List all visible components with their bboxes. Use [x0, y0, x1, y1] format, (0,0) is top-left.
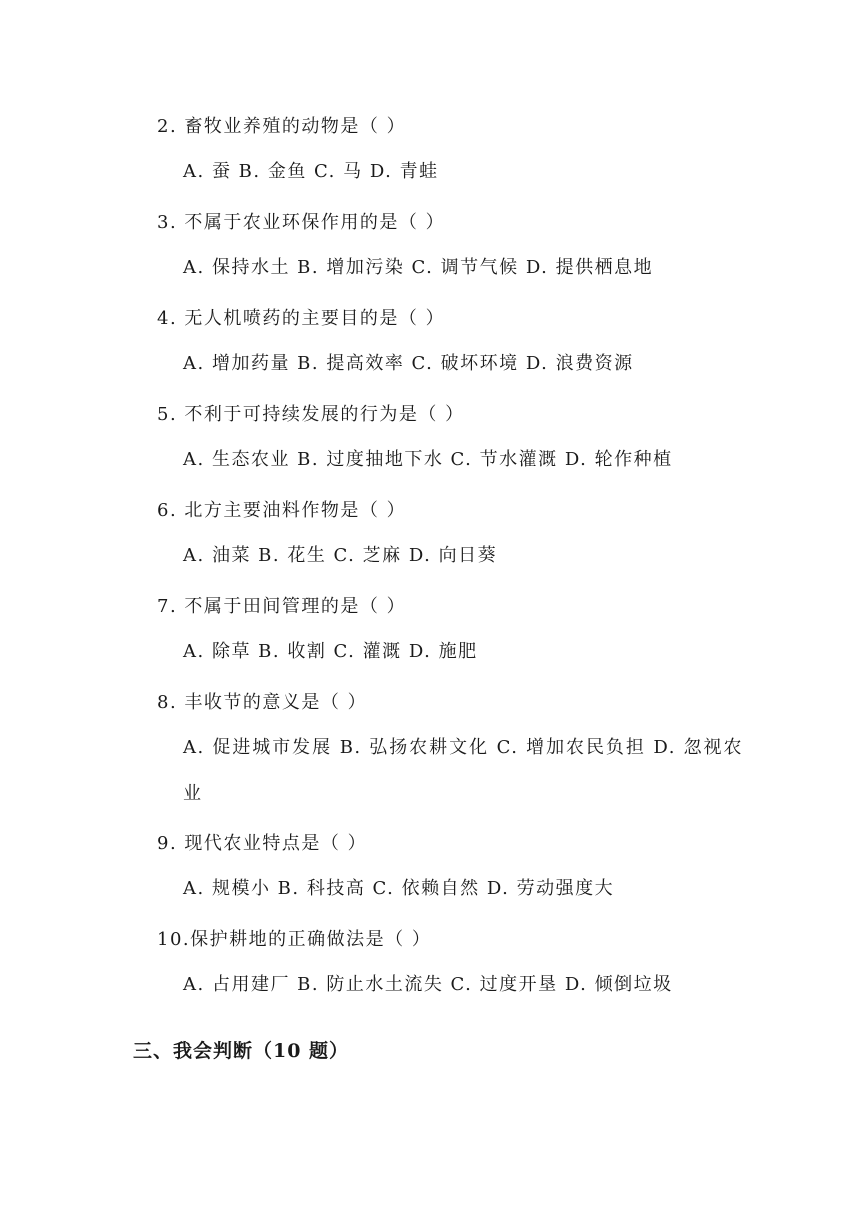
question-2-stem: 2. 畜牧业养殖的动物是（ ）	[157, 116, 407, 137]
question-3-options: A. 保持水土 B. 增加污染 C. 调节气候 D. 提供栖息地	[183, 257, 654, 278]
question-2-options: A. 蚕 B. 金鱼 C. 马 D. 青蛙	[183, 161, 439, 182]
question-8-stem: 8. 丰收节的意义是（ ）	[157, 692, 368, 713]
question-3-stem: 3. 不属于农业环保作用的是（ ）	[157, 212, 446, 233]
question-7-options: A. 除草 B. 收割 C. 灌溉 D. 施肥	[183, 641, 478, 662]
question-6-options: A. 油菜 B. 花生 C. 芝麻 D. 向日葵	[183, 545, 498, 566]
question-9-options: A. 规模小 B. 科技高 C. 依赖自然 D. 劳动强度大	[183, 878, 615, 899]
question-8-options: A. 促进城市发展 B. 弘扬农耕文化 C. 增加农民负担 D. 忽视农业	[183, 737, 743, 804]
question-6-stem: 6. 北方主要油料作物是（ ）	[157, 500, 407, 521]
question-5-options: A. 生态农业 B. 过度抽地下水 C. 节水灌溉 D. 轮作种植	[183, 449, 673, 470]
question-10-stem: 10.保护耕地的正确做法是（ ）	[157, 929, 432, 950]
question-4-stem: 4. 无人机喷药的主要目的是（ ）	[157, 308, 446, 329]
question-10-options: A. 占用建厂 B. 防止水土流失 C. 过度开垦 D. 倾倒垃圾	[183, 974, 673, 995]
question-7-stem: 7. 不属于田间管理的是（ ）	[157, 596, 407, 617]
question-4-options: A. 增加药量 B. 提高效率 C. 破坏环境 D. 浪费资源	[183, 353, 634, 374]
question-5-stem: 5. 不利于可持续发展的行为是（ ）	[157, 404, 465, 425]
question-9-stem: 9. 现代农业特点是（ ）	[157, 833, 368, 854]
section-heading: 三、我会判断（10 题）	[133, 1040, 350, 1062]
